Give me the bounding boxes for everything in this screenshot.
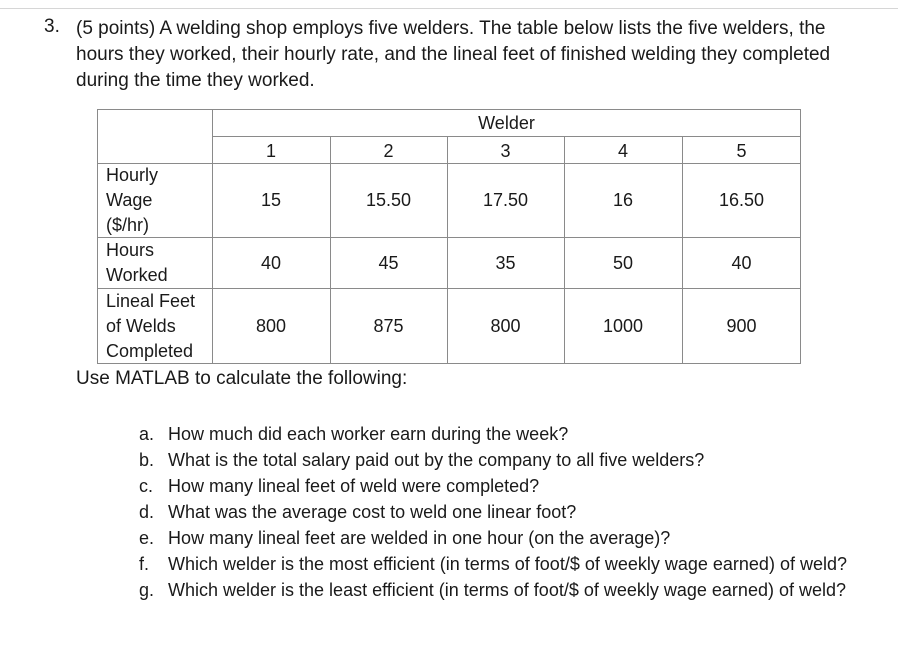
feet-welder-4: 1000 [602,316,644,336]
welder-header-5: 5 [736,141,747,161]
part-text: How many lineal feet are welded in one hour (on the average)? [168,528,671,548]
feet-welder-5: 900 [726,316,757,336]
part-text: How much did each worker earn during the week? [168,424,569,444]
list-item [139,577,859,603]
wage-welder-1: 15 [260,190,282,210]
part-letter: g. [139,580,155,600]
hours-welder-4: 50 [612,253,634,273]
list-item [139,421,859,447]
wage-welder-3: 17.50 [482,190,529,210]
part-text: Which welder is the most efficient (in terms of foot/$ of weekly wage earned) of weld? [168,554,847,574]
part-text: How many lineal feet of weld were completed? [168,476,540,496]
instruction-text: Use MATLAB to calculate the following: [76,368,408,389]
part-text: What is the total salary paid out by the company to all five welders? [168,450,705,470]
row-label-hourly-wage: Hourly Wage ($/hr) [106,165,159,235]
list-item [139,473,859,499]
row-label-hours-worked: Hours Worked [106,240,168,285]
welder-header-3: 3 [500,141,511,161]
feet-welder-1: 800 [255,316,287,336]
welder-table [97,109,801,364]
question-number: 3. [44,16,60,37]
welder-group-header: Welder [478,113,535,133]
part-letter: b. [139,450,155,470]
top-divider [0,8,898,9]
welder-header-2: 2 [383,141,394,161]
feet-welder-3: 800 [490,316,521,336]
part-letter: e. [139,528,155,548]
hours-welder-5: 40 [731,253,752,273]
hours-welder-2: 45 [378,253,399,273]
wage-welder-4: 16 [612,190,634,210]
wage-welder-2: 15.50 [365,190,412,210]
hours-welder-3: 35 [495,253,516,273]
row-label-lineal-feet: Lineal Feet of Welds Completed [106,291,196,361]
list-item [139,447,859,473]
part-letter: c. [139,476,154,496]
part-letter: d. [139,502,155,522]
hours-welder-1: 40 [260,253,282,273]
part-letter: a. [139,424,155,444]
wage-welder-5: 16.50 [718,190,765,210]
feet-welder-2: 875 [373,316,404,336]
list-item [139,551,859,577]
question-text: (5 points) A welding shop employs five welders. The table below lists the five welders, the hours they worked, their hourly rate, and the lineal feet of finished welding they completed during the time they worked. [76,18,831,91]
part-text: Which welder is the least efficient (in terms of foot/$ of weekly wage earned) of weld? [168,580,846,600]
welder-header-1: 1 [265,141,276,161]
welder-header-4: 4 [617,141,628,161]
part-text: What was the average cost to weld one linear foot? [168,502,577,522]
list-item [139,499,859,525]
list-item [139,525,859,551]
parts-list [139,421,859,603]
part-letter: f. [139,554,150,574]
